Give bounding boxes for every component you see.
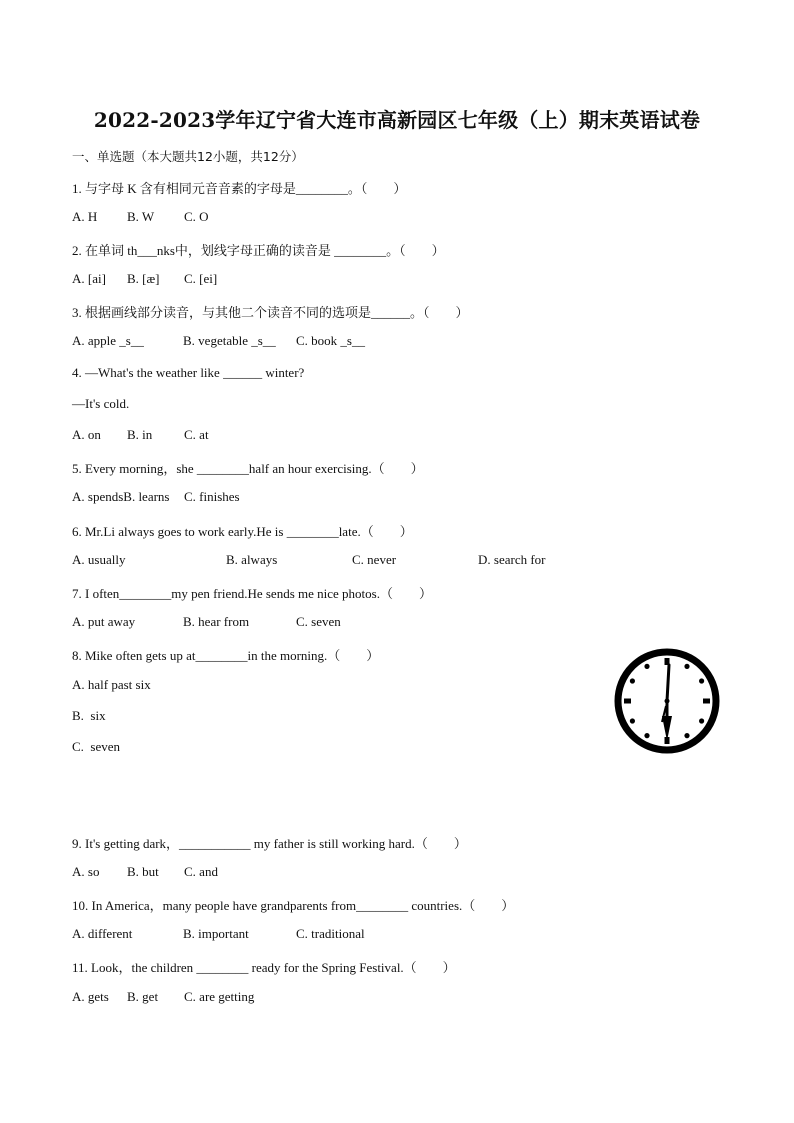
question-9: 9. It's getting dark，___________ my father is still working hard.（ ）: [72, 836, 467, 851]
q6-option-d[interactable]: D. search for: [478, 552, 546, 567]
q2-option-c[interactable]: C. [ei]: [184, 271, 218, 286]
question-11: 11. Look，the children ________ ready for the Spring Festival.（ ）: [72, 960, 456, 975]
q3-option-a[interactable]: A. apple _s__: [72, 333, 144, 348]
clock-image: [612, 646, 722, 761]
q8-option-a[interactable]: A. half past six: [72, 677, 151, 692]
question-8: 8. Mike often gets up at________in the morning.（ ）: [72, 648, 380, 663]
question-3: 3. 根据画线部分读音，与其他二个读音不同的选项是______。（ ）: [72, 305, 469, 320]
q1-option-b[interactable]: B. W: [127, 209, 155, 224]
q3-option-b[interactable]: B. vegetable _s__: [183, 333, 276, 348]
q7-option-a[interactable]: A. put away: [72, 614, 136, 629]
q10-option-b[interactable]: B. important: [183, 926, 249, 941]
q7-option-b[interactable]: B. hear from: [183, 614, 250, 629]
q9-option-c[interactable]: C. and: [184, 864, 218, 879]
q9-option-a[interactable]: A. so: [72, 864, 100, 879]
q5-option-ab[interactable]: A. spendsB. learns: [72, 489, 170, 504]
question-2: 2. 在单词 th___nks中，划线字母正确的读音是 ________。（ ）: [72, 243, 445, 258]
question-1: 1. 与字母 K 含有相同元音音素的字母是________。（ ）: [72, 181, 407, 196]
exam-title: 2022-2023学年辽宁省大连市高新园区七年级（上）期末英语试卷: [93, 108, 701, 132]
q1-option-a[interactable]: A. H: [72, 209, 98, 224]
section-heading: 一、单选题（本大题共12小题，共12分）: [72, 149, 304, 164]
question-4-response: —It's cold.: [72, 396, 130, 411]
q11-option-a[interactable]: A. gets: [72, 989, 109, 1004]
q6-option-a[interactable]: A. usually: [72, 552, 126, 567]
question-10: 10. In America，many people have grandparents from________ countries.（ ）: [72, 898, 515, 913]
question-7: 7. I often________my pen friend.He sends me nice photos.（ ）: [72, 586, 432, 601]
clock-icon: [612, 646, 722, 756]
q6-option-c[interactable]: C. never: [352, 552, 397, 567]
q8-option-c[interactable]: C. seven: [72, 739, 121, 754]
q4-option-c[interactable]: C. at: [184, 427, 209, 442]
q7-option-c[interactable]: C. seven: [296, 614, 341, 629]
q2-option-b[interactable]: B. [æ]: [127, 271, 160, 286]
q1-option-c[interactable]: C. O: [184, 209, 209, 224]
question-5: 5. Every morning，she ________half an hour exercising.（ ）: [72, 461, 424, 476]
q3-option-c[interactable]: C. book _s__: [296, 333, 365, 348]
q10-option-c[interactable]: C. traditional: [296, 926, 365, 941]
q6-option-b[interactable]: B. always: [226, 552, 278, 567]
question-4: 4. —What's the weather like ______ winter?: [72, 365, 305, 380]
q9-option-b[interactable]: B. but: [127, 864, 159, 879]
q5-option-c[interactable]: C. finishes: [184, 489, 240, 504]
q4-option-a[interactable]: A. on: [72, 427, 101, 442]
q4-option-b[interactable]: B. in: [127, 427, 153, 442]
q8-option-b[interactable]: B. six: [72, 708, 106, 723]
q10-option-a[interactable]: A. different: [72, 926, 133, 941]
q2-option-a[interactable]: A. [ai]: [72, 271, 106, 286]
question-6: 6. Mr.Li always goes to work early.He is ________late.（ ）: [72, 524, 413, 539]
q11-option-b[interactable]: B. get: [127, 989, 159, 1004]
q11-option-c[interactable]: C. are getting: [184, 989, 255, 1004]
